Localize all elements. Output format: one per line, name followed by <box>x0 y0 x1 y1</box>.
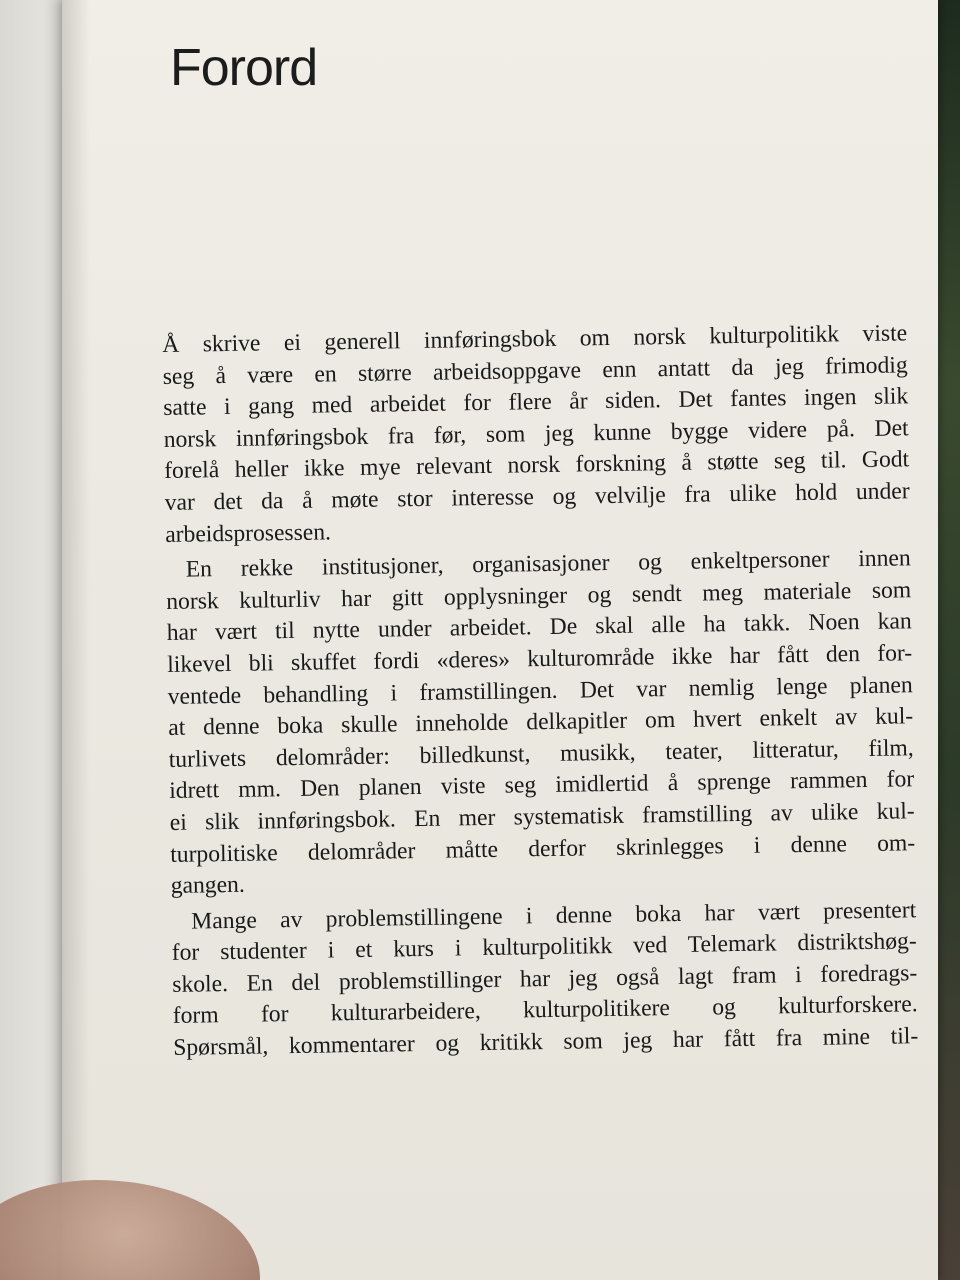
text-line: forelå heller ikke mye relevant norsk forskning å støtte seg til. Godt <box>164 446 910 485</box>
text-line: turlivets delområder: billedkunst, musikk, teater, litteratur, film, <box>168 734 914 773</box>
text-line: norsk kulturliv har gitt opplysninger og sendt meg materiale som <box>166 577 912 615</box>
text-line: Spørsmål, kommentarer og kritikk som jeg har fått fra mine til- <box>173 1023 919 1061</box>
text-line: Mange av problemstillingene i denne boka har vært presentert <box>191 896 917 935</box>
text-line: idrett mm. Den planen viste seg imidlertid å sprenge rammen for <box>169 766 915 805</box>
text-line: form for kulturarbeidere, kulturpolitikere og kulturforskere. <box>172 991 918 1030</box>
book-page <box>62 0 938 1280</box>
text-line: turpolitiske delområder måtte derfor skrinlegges i denne om- <box>170 829 916 868</box>
page-heading: Forord <box>170 39 318 97</box>
text-line: Å skrive ei generell innføringsbok om norsk kulturpolitikk viste <box>162 320 908 358</box>
text-line: gangen. <box>170 871 245 900</box>
text-line: norsk innføringsbok fra før, som jeg kunne bygge videre på. Det <box>163 415 909 453</box>
text-line: har vært til nytte under arbeidet. De skal alle ha takk. Noen kan <box>166 608 912 647</box>
text-line: arbeidsprosessen. <box>165 518 332 548</box>
text-line: for studenter i et kurs i kulturpolitikk ved Telemark distriktshøg- <box>171 928 917 967</box>
text-line: likevel bli skuffet fordi «deres» kulturområde ikke har fått den for- <box>167 640 913 678</box>
text-line: skole. En del problemstillinger har jeg også lagt fram i foredrags- <box>172 960 918 998</box>
left-page-edge <box>0 0 70 1280</box>
text-line: satte i gang med arbeidet for flere år siden. Det fantes ingen slik <box>163 383 909 422</box>
text-line: seg å være en større arbeidsoppgave enn antatt da jeg frimodig <box>162 351 908 390</box>
text-line: at denne boka skulle inneholde delkapitler om hvert enkelt av kul- <box>168 703 914 742</box>
body-text <box>162 318 918 1064</box>
text-line: var det da å møte stor interesse og velvilje fra ulike hold under <box>164 478 910 516</box>
text-line: ventede behandling i framstillingen. Det var nemlig lenge planen <box>167 671 913 710</box>
text-line: En rekke institusjoner, organisasjoner og enkeltpersoner innen <box>185 545 911 583</box>
text-line: ei slik innføringsbok. En mer systematisk framstilling av ulike kul- <box>169 798 915 836</box>
